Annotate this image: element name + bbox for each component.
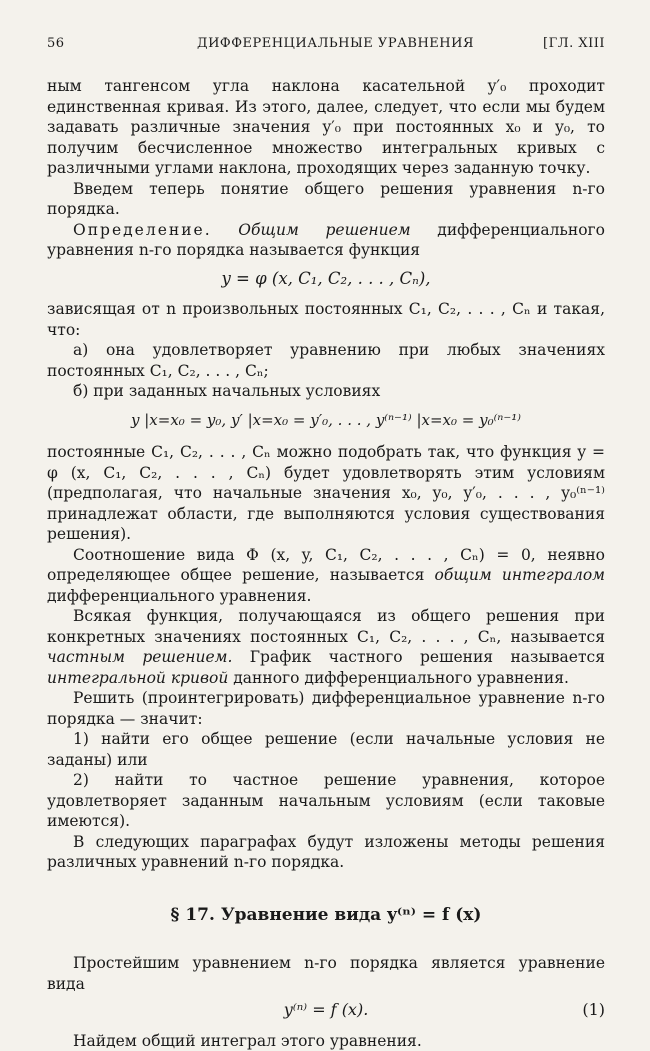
- definition-paragraph: [47, 220, 605, 261]
- italic-term: частным решением.: [47, 648, 232, 666]
- paragraph: Решить (проинтегрировать) дифференциальное уравнение n-го порядка — значит:: [47, 688, 605, 729]
- list-item-2: 2) найти то частное решение уравнения, которое удовлетворяет заданным начальным условиям (если таковые имеются).: [47, 770, 605, 832]
- text-run: дифференциального уравнения.: [47, 587, 311, 605]
- paragraph: Введем теперь понятие общего решения уравнения n-го порядка.: [47, 179, 605, 220]
- definition-text: дифференциального уравнения n-го порядка называется функция: [47, 221, 605, 260]
- paragraph: постоянные C₁, C₂, . . . , Cₙ можно подобрать так, что функция y = φ (x, C₁, C₂, . . . , Cₙ) будет удовлетворять этим условиям (предполагая, что начальные значения x₀, y₀, y′₀, . . . , y₀⁽ⁿ⁻¹⁾ принадлежат области, где выполняются условия существования решения).: [47, 442, 605, 545]
- italic-term: интегральной кривой: [47, 669, 228, 687]
- equation-1: [47, 1000, 605, 1021]
- italic-term: общим интегралом: [435, 566, 605, 584]
- general-solution-formula: y = φ (x, C₁, C₂, . . . , Cₙ),: [47, 269, 605, 290]
- text-run: Всякая функция, получающаяся из общего решения при конкретных значениях постоянных C₁, C₂, . . . , Cₙ, называется: [47, 607, 605, 646]
- equation-number: (1): [582, 1000, 605, 1021]
- list-item-a: а) она удовлетворяет уравнению при любых значениях постоянных C₁, C₂, . . . , Cₙ;: [47, 340, 605, 381]
- section-heading: § 17. Уравнение вида y⁽ⁿ⁾ = f (x): [47, 905, 605, 926]
- page-body: [47, 76, 605, 1051]
- chapter-label: [ГЛ. XIII: [543, 36, 605, 51]
- running-header: [47, 36, 605, 58]
- page-number: 56: [47, 36, 65, 51]
- text-run: График частного решения называется: [232, 648, 605, 666]
- paragraph: Простейшим уравнением n-го порядка является уравнение вида: [47, 953, 605, 994]
- book-page: [47, 36, 605, 1051]
- definition-italic-term: Общим решением: [238, 221, 410, 239]
- text-run: данного дифференциального уравнения.: [228, 669, 569, 687]
- list-item-b: б) при заданных начальных условиях: [47, 381, 605, 402]
- initial-conditions-formula: y |x=x₀ = y₀, y′ |x=x₀ = y′₀, . . . , y⁽ⁿ⁻¹⁾ |x=x₀ = y₀⁽ⁿ⁻¹⁾: [47, 410, 605, 431]
- list-item-1: 1) найти его общее решение (если начальные условия не заданы) или: [47, 729, 605, 770]
- particular-solution-paragraph: [47, 606, 605, 688]
- paragraph: В следующих параграфах будут изложены методы решения различных уравнений n-го порядка.: [47, 832, 605, 873]
- equation-text: y⁽ⁿ⁾ = f (x).: [284, 1000, 369, 1019]
- text-run: Соотношение вида Φ (x, y, C₁, C₂, . . . , Cₙ) = 0, неявно определяющее общее решение, называется: [47, 546, 605, 585]
- general-integral-paragraph: [47, 545, 605, 607]
- running-title: ДИФФЕРЕНЦИАЛЬНЫЕ УРАВНЕНИЯ: [197, 36, 474, 51]
- paragraph: ным тангенсом угла наклона касательной y′₀ проходит единственная кривая. Из этого, далее, следует, что если мы будем задавать различные значения y′₀ при постоянных x₀ и y₀, то получим бесчисленное множество интегральных кривых с различными углами наклона, проходящих через заданную точку.: [47, 76, 605, 179]
- definition-term: Определение.: [73, 221, 212, 239]
- paragraph: Найдем общий интеграл этого уравнения.: [47, 1031, 605, 1051]
- paragraph: зависящая от n произвольных постоянных C₁, C₂, . . . , Cₙ и такая, что:: [47, 299, 605, 340]
